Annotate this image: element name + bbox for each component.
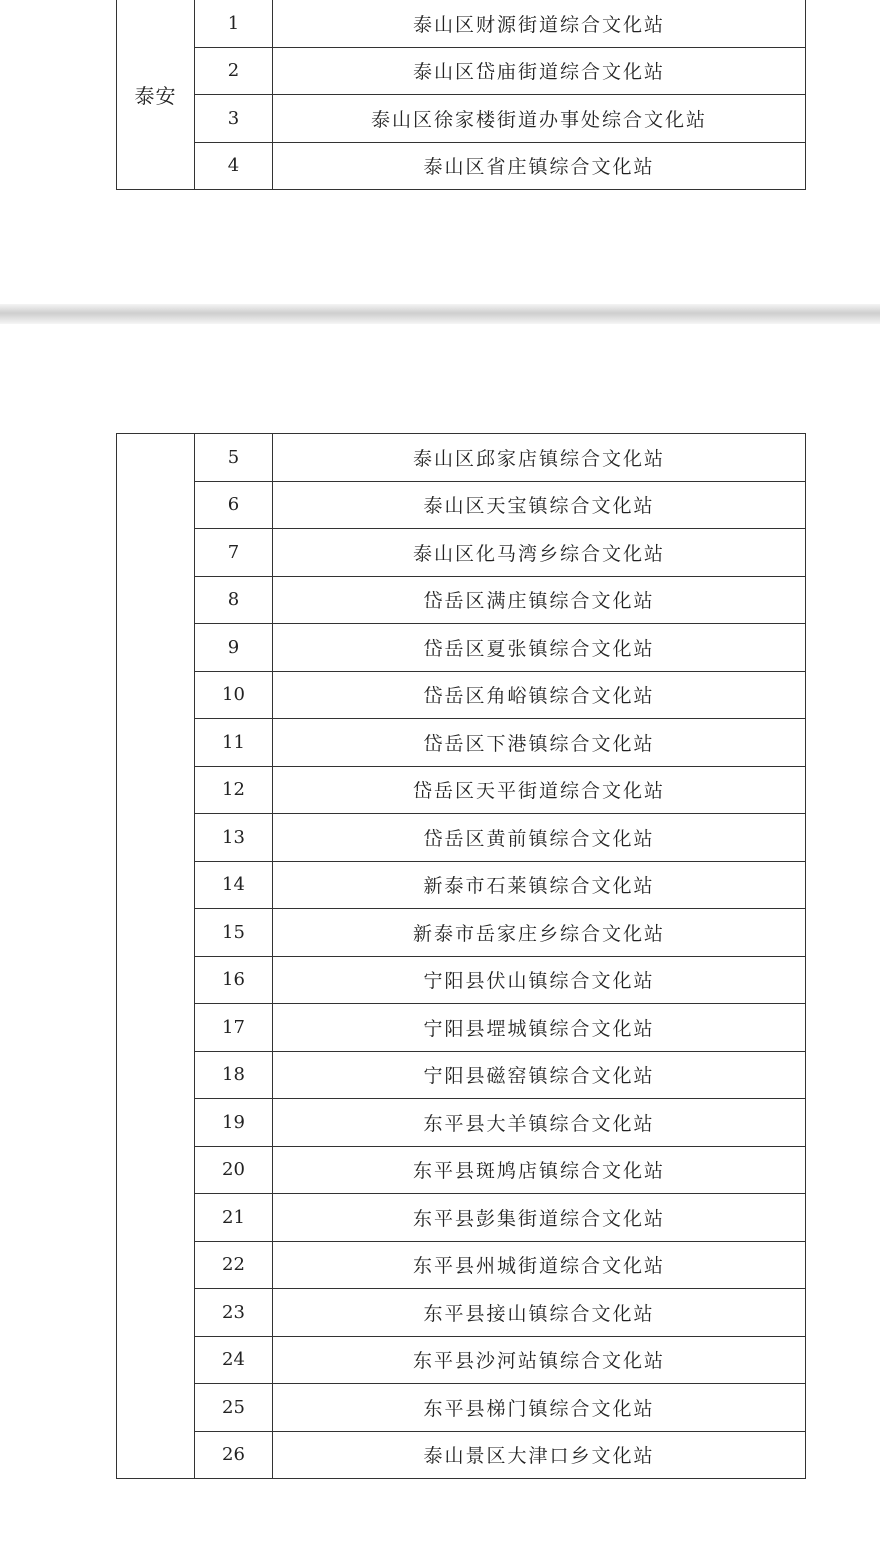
station-name: 岱岳区满庄镇综合文化站 — [273, 576, 806, 624]
row-number: 2 — [195, 47, 273, 95]
table-row — [117, 0, 806, 47]
station-table-body — [117, 0, 806, 190]
table-row — [117, 861, 806, 909]
station-name: 岱岳区夏张镇综合文化站 — [273, 624, 806, 672]
table-row — [117, 1241, 806, 1289]
table-row — [117, 1004, 806, 1052]
station-name: 东平县州城街道综合文化站 — [273, 1241, 806, 1289]
row-number: 21 — [195, 1194, 273, 1242]
row-number: 17 — [195, 1004, 273, 1052]
station-table-body — [117, 434, 806, 1479]
station-name: 宁阳县伏山镇综合文化站 — [273, 956, 806, 1004]
row-number: 4 — [195, 142, 273, 190]
station-name: 岱岳区角峪镇综合文化站 — [273, 671, 806, 719]
station-name: 泰山景区大津口乡文化站 — [273, 1431, 806, 1479]
row-number: 14 — [195, 861, 273, 909]
table-row — [117, 909, 806, 957]
station-name: 东平县彭集街道综合文化站 — [273, 1194, 806, 1242]
station-name: 宁阳县磁窑镇综合文化站 — [273, 1051, 806, 1099]
table-row — [117, 1194, 806, 1242]
table-row — [117, 1051, 806, 1099]
table-row — [117, 434, 806, 482]
table-row — [117, 1336, 806, 1384]
station-name: 岱岳区下港镇综合文化站 — [273, 719, 806, 767]
row-number: 8 — [195, 576, 273, 624]
row-number: 1 — [195, 0, 273, 47]
row-number: 7 — [195, 529, 273, 577]
row-number: 18 — [195, 1051, 273, 1099]
station-name: 新泰市岳家庄乡综合文化站 — [273, 909, 806, 957]
station-name: 泰山区徐家楼街道办事处综合文化站 — [273, 95, 806, 143]
row-number: 6 — [195, 481, 273, 529]
row-number: 10 — [195, 671, 273, 719]
station-name: 岱岳区黄前镇综合文化站 — [273, 814, 806, 862]
row-number: 5 — [195, 434, 273, 482]
table-row — [117, 956, 806, 1004]
row-number: 16 — [195, 956, 273, 1004]
table-row — [117, 576, 806, 624]
table-row — [117, 766, 806, 814]
row-number: 25 — [195, 1384, 273, 1432]
row-number: 26 — [195, 1431, 273, 1479]
row-number: 13 — [195, 814, 273, 862]
station-name: 泰山区岱庙街道综合文化站 — [273, 47, 806, 95]
table-row — [117, 142, 806, 190]
row-number: 9 — [195, 624, 273, 672]
station-name: 泰山区天宝镇综合文化站 — [273, 481, 806, 529]
station-name: 泰山区省庄镇综合文化站 — [273, 142, 806, 190]
row-number: 12 — [195, 766, 273, 814]
station-name: 东平县大羊镇综合文化站 — [273, 1099, 806, 1147]
station-table-part1 — [116, 0, 806, 190]
station-name: 东平县斑鸠店镇综合文化站 — [273, 1146, 806, 1194]
station-name: 泰山区财源街道综合文化站 — [273, 0, 806, 47]
table-row — [117, 671, 806, 719]
table-row — [117, 719, 806, 767]
document-page-top — [0, 0, 880, 304]
station-name: 东平县沙河站镇综合文化站 — [273, 1336, 806, 1384]
table-row — [117, 95, 806, 143]
table-row — [117, 1146, 806, 1194]
city-cell — [117, 434, 195, 1479]
station-name: 泰山区邱家店镇综合文化站 — [273, 434, 806, 482]
row-number: 3 — [195, 95, 273, 143]
station-name: 泰山区化马湾乡综合文化站 — [273, 529, 806, 577]
table-row — [117, 1384, 806, 1432]
station-name: 东平县梯门镇综合文化站 — [273, 1384, 806, 1432]
row-number: 11 — [195, 719, 273, 767]
city-cell: 泰安 — [117, 0, 195, 190]
row-number: 19 — [195, 1099, 273, 1147]
table-row — [117, 1289, 806, 1337]
table-row — [117, 481, 806, 529]
station-name: 宁阳县堽城镇综合文化站 — [273, 1004, 806, 1052]
table-row — [117, 624, 806, 672]
table-row — [117, 1099, 806, 1147]
table-row — [117, 529, 806, 577]
table-row — [117, 47, 806, 95]
table-row — [117, 814, 806, 862]
row-number: 22 — [195, 1241, 273, 1289]
row-number: 15 — [195, 909, 273, 957]
station-table-part2 — [116, 433, 806, 1479]
station-name: 新泰市石莱镇综合文化站 — [273, 861, 806, 909]
table-row — [117, 1431, 806, 1479]
row-number: 24 — [195, 1336, 273, 1384]
station-name: 岱岳区天平街道综合文化站 — [273, 766, 806, 814]
document-page-bottom — [0, 324, 880, 1556]
station-name: 东平县接山镇综合文化站 — [273, 1289, 806, 1337]
row-number: 23 — [195, 1289, 273, 1337]
row-number: 20 — [195, 1146, 273, 1194]
page-divider — [0, 304, 880, 324]
